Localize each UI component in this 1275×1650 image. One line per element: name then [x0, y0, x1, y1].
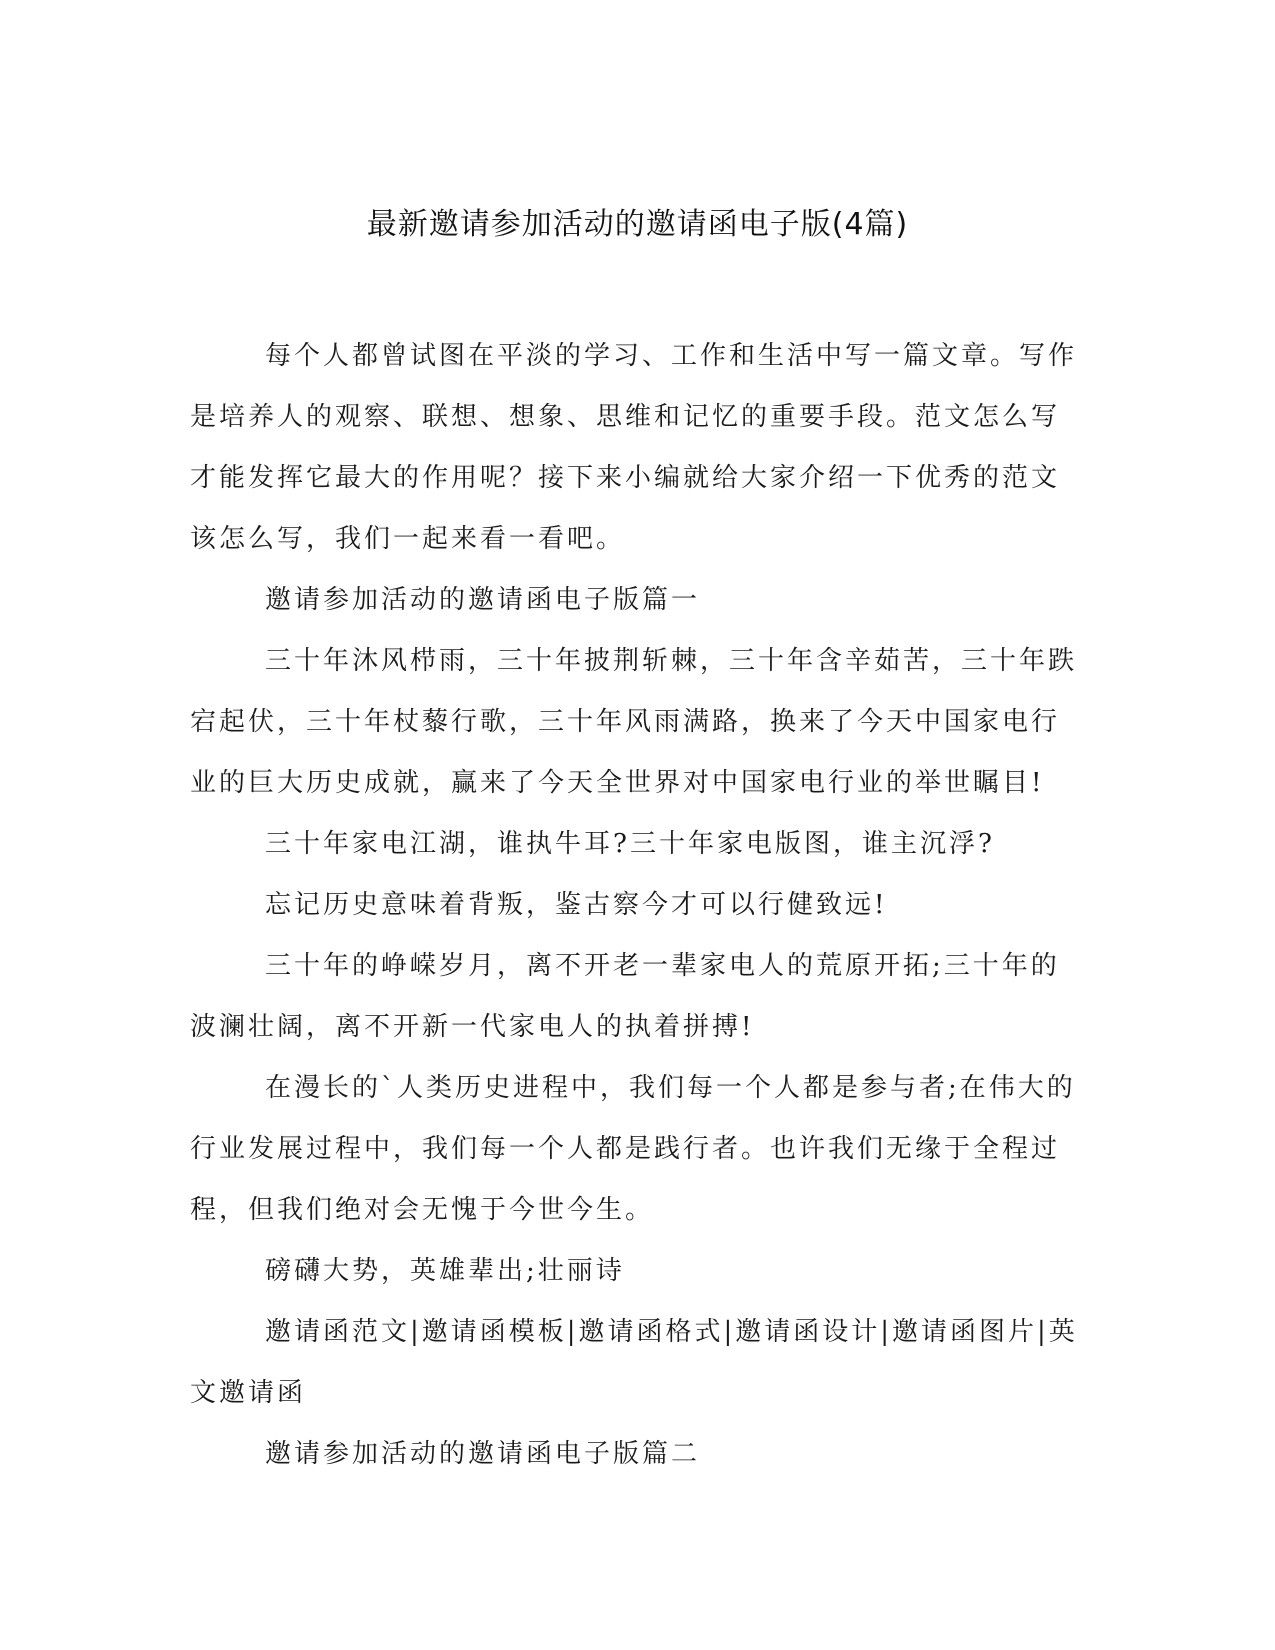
- link-list: 邀请函范文|邀请函模板|邀请函格式|邀请函设计|邀请函图片|英文邀请函: [190, 1317, 1078, 1408]
- paragraph: 磅礴大势，英雄辈出;壮丽诗: [265, 1256, 625, 1286]
- section-heading-2: 邀请参加活动的邀请函电子版篇二: [265, 1439, 701, 1469]
- document-title: 最新邀请参加活动的邀请函电子版(4篇): [366, 207, 909, 242]
- paragraph: 三十年的峥嵘岁月，离不开老一辈家电人的荒原开拓;三十年的波澜壮阔，离不开新一代家电人的执着拼搏!: [190, 951, 1060, 1042]
- paragraph: 在漫长的`人类历史进程中，我们每一个人都是参与者;在伟大的行业发展过程中，我们每一个人都是践行者。也许我们无缘于全程过程，但我们绝对会无愧于今世今生。: [190, 1073, 1076, 1225]
- paragraph: 三十年家电江湖，谁执牛耳?三十年家电版图，谁主沉浮?: [265, 829, 995, 859]
- section-heading-1: 邀请参加活动的邀请函电子版篇一: [265, 585, 701, 615]
- paragraph-intro: 每个人都曾试图在平淡的学习、工作和生活中写一篇文章。写作是培养人的观察、联想、想象、思维和记忆的重要手段。范文怎么写才能发挥它最大的作用呢？接下来小编就给大家介绍一下优秀的范文该怎么写，我们一起来看一看吧。: [190, 341, 1078, 554]
- paragraph: 三十年沐风栉雨，三十年披荆斩棘，三十年含辛茹苦，三十年跌宕起伏，三十年杖藜行歌，三十年风雨满路，换来了今天中国家电行业的巨大历史成就，赢来了今天全世界对中国家电行业的举世瞩目!: [190, 646, 1078, 798]
- paragraph: 忘记历史意味着背叛，鉴古察今才可以行健致远!: [265, 890, 888, 920]
- document-body: [190, 326, 1080, 1485]
